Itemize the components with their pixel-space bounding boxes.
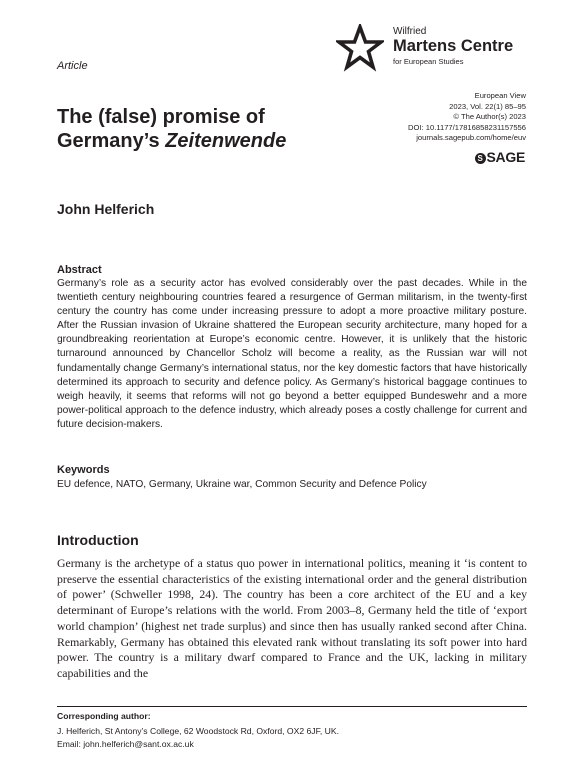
article-type-label: Article bbox=[57, 60, 88, 72]
introduction-heading: Introduction bbox=[57, 532, 139, 548]
keywords-heading: Keywords bbox=[57, 464, 110, 476]
introduction-text: Germany is the archetype of a status quo power in international politics, meaning it ‘is content to preserve the essential characteristics of the existing international order and the general distribution of power’ (Schweller 1998, 24). The country has been a core architect of the EU and a key determinant of Europe’s relations with the world. From 2003–8, Germany held the title of ‘export world champion’ (highest net trade surplus) and since then has usually ranked second after China. Remarkably, Germany has obtained this elevated rank without translating its soft power into hard power. The country is a military dwarf compared to France and the UK, lacking in military capabilities and the bbox=[57, 556, 527, 680]
journal-copyright: © The Author(s) 2023 bbox=[453, 112, 526, 121]
journal-volume: 2023, Vol. 22(1) 85–95 bbox=[449, 101, 526, 111]
title-line-2 bbox=[57, 129, 286, 153]
corresponding-author-heading: Corresponding author: bbox=[57, 711, 151, 721]
journal-url[interactable]: journals.sagepub.com/home/euv bbox=[416, 133, 526, 142]
abstract-text: Germany’s role as a security actor has evolved considerably over the past decades. While in the twentieth century neighbouring countries feared a resurgence of German militarism, in the twenty-first century the country has come under increasing pressure to adopt a more proactive military posture. After the Russian invasion of Ukraine shattered the European security architecture, many hoped for a groundbreaking reorientation at Europe’s economic centre. However, it is unlikely that the historic turnaround announced by Chancellor Scholz will become a reality, as the Russian war will not fundamentally change Germany’s international status, nor the key domestic factors that have historically determined its approach to security and defence policy. As Germany’s historical baggage continues to weigh heavily, it seems that reforms will not go beyond a better equipped Bundeswehr and a more power-political approach to the defence industry, which already poses a costly challenge for current and future decision-makers. bbox=[57, 278, 527, 430]
corresponding-author-email[interactable]: Email: john.helferich@sant.ox.ac.uk bbox=[57, 738, 194, 749]
logo-line-1: Wilfried bbox=[393, 26, 427, 37]
corresponding-author-address: J. Helferich, St Antony’s College, 62 Woodstock Rd, Oxford, OX2 6JF, UK. bbox=[57, 726, 339, 736]
corresponding-author-details bbox=[57, 725, 339, 750]
sage-logo bbox=[475, 149, 525, 165]
keywords-text: EU defence, NATO, Germany, Ukraine war, Common Security and Defence Policy bbox=[57, 479, 427, 490]
sage-wordmark: SAGE bbox=[486, 149, 525, 165]
star-icon bbox=[336, 24, 384, 72]
title-line-1: The (false) promise of bbox=[57, 106, 265, 128]
logo-line-3: for European Studies bbox=[393, 57, 464, 66]
title-line-2-prefix: Germany’s bbox=[57, 130, 166, 152]
footnote-divider bbox=[57, 706, 527, 707]
journal-name: European View bbox=[474, 91, 526, 100]
journal-metadata bbox=[408, 91, 526, 144]
author-name: John Helferich bbox=[57, 201, 155, 217]
article-title bbox=[57, 105, 286, 153]
title-line-2-italic: Zeitenwende bbox=[165, 130, 287, 152]
abstract-heading: Abstract bbox=[57, 264, 102, 276]
sage-s-icon: S bbox=[475, 153, 486, 164]
journal-doi[interactable]: DOI: 10.1177/17816858231157556 bbox=[408, 122, 526, 132]
publisher-logo bbox=[336, 16, 536, 76]
logo-line-2: Martens Centre bbox=[393, 37, 514, 55]
